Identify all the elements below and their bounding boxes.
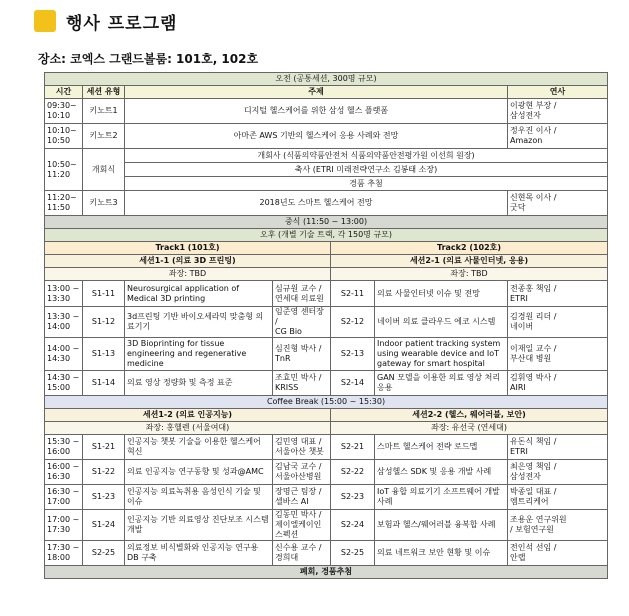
speaker-cell: 전인석 선임 / 안랩 bbox=[508, 541, 608, 566]
talk-title: 의료 영상 정량화 및 측정 표준 bbox=[125, 371, 273, 396]
time-cell: 16:30 ~ 17:00 bbox=[45, 485, 83, 510]
talk-id: S2-12 bbox=[331, 307, 375, 338]
speaker-cell: 김동민 박사 / 제이엘케이인스펙션 bbox=[273, 510, 331, 541]
opening-row bbox=[45, 149, 608, 163]
closing-row bbox=[45, 566, 608, 579]
talk-row bbox=[45, 281, 608, 307]
closing-label: 폐회, 경품추첨 bbox=[45, 566, 608, 579]
speaker-cell: 정우진 이사 / Amazon bbox=[508, 124, 608, 149]
talk-title: 인공지능 의료녹취용 음성인식 기술 및 이슈 bbox=[125, 485, 273, 510]
talk-row bbox=[45, 435, 608, 460]
talk-id: S2-25 bbox=[331, 541, 375, 566]
time-cell: 13:00 ~ 13:30 bbox=[45, 281, 83, 307]
program-table bbox=[44, 72, 608, 579]
talk-row bbox=[45, 307, 608, 338]
time-cell: 14:30 ~ 15:00 bbox=[45, 371, 83, 396]
talk-id: S1-21 bbox=[83, 435, 125, 460]
session-chair: 좌장: TBD bbox=[45, 268, 331, 281]
speaker-cell: 신현목 이사 / 굿닥 bbox=[508, 191, 608, 216]
talk-title: 네이버 의료 클라우드 에코 시스템 bbox=[375, 307, 508, 338]
lunch-row-label: 중식 (11:50 ~ 13:00) bbox=[45, 216, 608, 229]
topic-cell: 디지털 헬스케어를 위한 삼성 헬스 플랫폼 bbox=[125, 99, 508, 124]
page-header bbox=[34, 8, 177, 34]
col-time-header: 시간 bbox=[45, 86, 83, 99]
page-title: 행사 프로그램 bbox=[66, 13, 178, 34]
talk-id: S2-23 bbox=[331, 485, 375, 510]
talk-id: S2-11 bbox=[331, 281, 375, 307]
session-row bbox=[45, 255, 608, 268]
time-cell: 09:30~ 10:10 bbox=[45, 99, 83, 124]
time-cell: 16:00 ~ 16:30 bbox=[45, 460, 83, 485]
session-chair: 좌장: 유선국 (연세대) bbox=[331, 422, 608, 435]
talk-id: S1-14 bbox=[83, 371, 125, 396]
talk-title: 인공지능 기반 의료영상 진단보조 시스템 개발 bbox=[125, 510, 273, 541]
section-row bbox=[45, 73, 608, 86]
speaker-cell: 심진형 박사 / TnR bbox=[273, 338, 331, 371]
speaker-cell: 전종홍 책임 / ETRI bbox=[508, 281, 608, 307]
talk-title: IoT 융합 의료기기 소프트웨어 개발 사례 bbox=[375, 485, 508, 510]
header-row bbox=[45, 86, 608, 99]
speaker-cell: 장명근 팀장 / 셀바스 AI bbox=[273, 485, 331, 510]
keynote-row bbox=[45, 191, 608, 216]
lunch-row bbox=[45, 216, 608, 229]
talk-row bbox=[45, 541, 608, 566]
talk-title: 삼성헬스 SDK 및 응용 개발 사례 bbox=[375, 460, 508, 485]
coffee-break-label: Coffee Break (15:00 ~ 15:30) bbox=[45, 396, 608, 409]
talk-id: S2-13 bbox=[331, 338, 375, 371]
talk-id: S1-12 bbox=[83, 307, 125, 338]
speaker-cell: 김경원 리더 / 네이버 bbox=[508, 307, 608, 338]
time-cell: 15:30 ~ 16:00 bbox=[45, 435, 83, 460]
venue-label: 장소: 코엑스 그랜드볼룸: 101호, 102호 bbox=[38, 52, 259, 66]
time-cell: 10:50~ 11:20 bbox=[45, 149, 83, 191]
time-cell: 14:00 ~ 14:30 bbox=[45, 338, 83, 371]
type-cell: 개회식 bbox=[83, 149, 125, 191]
session-title: 세션1-1 (의료 3D 프린팅) bbox=[45, 255, 331, 268]
opening-item: 개회사 (식품의약품안전처 식품의약품안전평가원 이선희 원장) bbox=[125, 149, 608, 163]
talk-id: S1-23 bbox=[83, 485, 125, 510]
track1-header: Track1 (101호) bbox=[45, 242, 331, 255]
speaker-cell: 신수용 교수 / 경희대 bbox=[273, 541, 331, 566]
talk-title: 의료 사물인터넷 이슈 및 전망 bbox=[375, 281, 508, 307]
session-title: 세션2-2 (헬스, 웨어러블, 보안) bbox=[331, 409, 608, 422]
speaker-cell: 조용운 연구위원 / 보험연구원 bbox=[508, 510, 608, 541]
time-cell: 11:20~ 11:50 bbox=[45, 191, 83, 216]
col-type-header: 세션 유형 bbox=[83, 86, 125, 99]
topic-cell: 아마존 AWS 기반의 헬스케어 응용 사례와 전망 bbox=[125, 124, 508, 149]
time-cell: 13:30 ~ 14:00 bbox=[45, 307, 83, 338]
speaker-cell: 이광현 부장 / 삼성전자 bbox=[508, 99, 608, 124]
talk-title: 3d프린팅 기반 바이오세라믹 맞춤형 의료기기 bbox=[125, 307, 273, 338]
talk-row bbox=[45, 510, 608, 541]
talk-id: S2-22 bbox=[331, 460, 375, 485]
speaker-cell: 조효민 박사 / KRISS bbox=[273, 371, 331, 396]
talk-id: S1-24 bbox=[83, 510, 125, 541]
talk-id: S1-11 bbox=[83, 281, 125, 307]
time-cell: 17:30 ~ 18:00 bbox=[45, 541, 83, 566]
speaker-cell: 김휘영 박사 / AIRI bbox=[508, 371, 608, 396]
track2-header: Track2 (102호) bbox=[331, 242, 608, 255]
talk-row bbox=[45, 485, 608, 510]
session-title: 세션1-2 (의료 인공지능) bbox=[45, 409, 331, 422]
talk-title: 스마트 헬스케어 전략 로드맵 bbox=[375, 435, 508, 460]
talk-id: S2-25 bbox=[83, 541, 125, 566]
section-row bbox=[45, 229, 608, 242]
talk-title: 의료 인공지능 연구동향 및 성과@AMC bbox=[125, 460, 273, 485]
talk-title: 인공지능 챗봇 기술을 이용한 헬스케어 혁신 bbox=[125, 435, 273, 460]
chair-row bbox=[45, 422, 608, 435]
talk-id: S2-24 bbox=[331, 510, 375, 541]
talk-row bbox=[45, 460, 608, 485]
keynote-row bbox=[45, 124, 608, 149]
opening-item: 축사 (ETRI 미래전략연구소 김봉태 소장) bbox=[125, 163, 608, 177]
speaker-cell: 심규원 교수 / 연세대 의료원 bbox=[273, 281, 331, 307]
opening-row bbox=[45, 163, 608, 177]
talk-row bbox=[45, 371, 608, 396]
talk-id: S1-22 bbox=[83, 460, 125, 485]
speaker-cell: 유돈식 책임 / ETRI bbox=[508, 435, 608, 460]
session-chair: 좌장: 홍헬렌 (서울여대) bbox=[45, 422, 331, 435]
talk-title: 3D Bioprinting for tissue engineering and regenerative medicine bbox=[125, 338, 273, 371]
talk-title: 의료정보 비식별화와 인공지능 연구용 DB 구축 bbox=[125, 541, 273, 566]
keynote-row bbox=[45, 99, 608, 124]
talk-title: Neurosurgical application of Medical 3D printing bbox=[125, 281, 273, 307]
talk-title: 보험과 헬스/웨어러블 융복합 사례 bbox=[375, 510, 508, 541]
talk-row bbox=[45, 338, 608, 371]
type-cell: 키노트1 bbox=[83, 99, 125, 124]
session-title: 세션2-1 (의료 사물인터넷, 응용) bbox=[331, 255, 608, 268]
break-row bbox=[45, 396, 608, 409]
speaker-cell: 박종일 대표 / 엠트리케어 bbox=[508, 485, 608, 510]
talk-id: S1-13 bbox=[83, 338, 125, 371]
speaker-cell: 김남국 교수 / 서울아산병원 bbox=[273, 460, 331, 485]
time-cell: 17:00 ~ 17:30 bbox=[45, 510, 83, 541]
talk-id: S2-14 bbox=[331, 371, 375, 396]
talk-title: GAN 모델을 이용한 의료 영상 처리 응용 bbox=[375, 371, 508, 396]
session-row bbox=[45, 409, 608, 422]
speaker-cell: 이재일 교수 / 부산대 병원 bbox=[508, 338, 608, 371]
opening-row bbox=[45, 177, 608, 191]
type-cell: 키노트3 bbox=[83, 191, 125, 216]
track-row bbox=[45, 242, 608, 255]
col-topic-header: 주제 bbox=[125, 86, 508, 99]
title-marker-icon bbox=[34, 10, 56, 32]
session-chair: 좌장: TBD bbox=[331, 268, 608, 281]
speaker-cell: 김민영 대표 / 서울아산 챗봇 bbox=[273, 435, 331, 460]
chair-row bbox=[45, 268, 608, 281]
talk-id: S2-21 bbox=[331, 435, 375, 460]
speaker-cell: 최은영 책임 / 삼성전자 bbox=[508, 460, 608, 485]
speaker-cell: 임준영 센터장 / CG Bio bbox=[273, 307, 331, 338]
talk-title: Indoor patient tracking system using wearable device and IoT gateway for smart hospital bbox=[375, 338, 508, 371]
col-speaker-header: 연사 bbox=[508, 86, 608, 99]
pm-section-header: 오후 (개별 기술 트랙, 각 150명 규모) bbox=[45, 229, 608, 242]
am-section-header: 오전 (공통세션, 300명 규모) bbox=[45, 73, 608, 86]
talk-title: 의료 네트워크 보안 현황 및 이슈 bbox=[375, 541, 508, 566]
time-cell: 10:10~ 10:50 bbox=[45, 124, 83, 149]
type-cell: 키노트2 bbox=[83, 124, 125, 149]
opening-item: 경품 추첨 bbox=[125, 177, 608, 191]
topic-cell: 2018년도 스마트 헬스케어 전망 bbox=[125, 191, 508, 216]
